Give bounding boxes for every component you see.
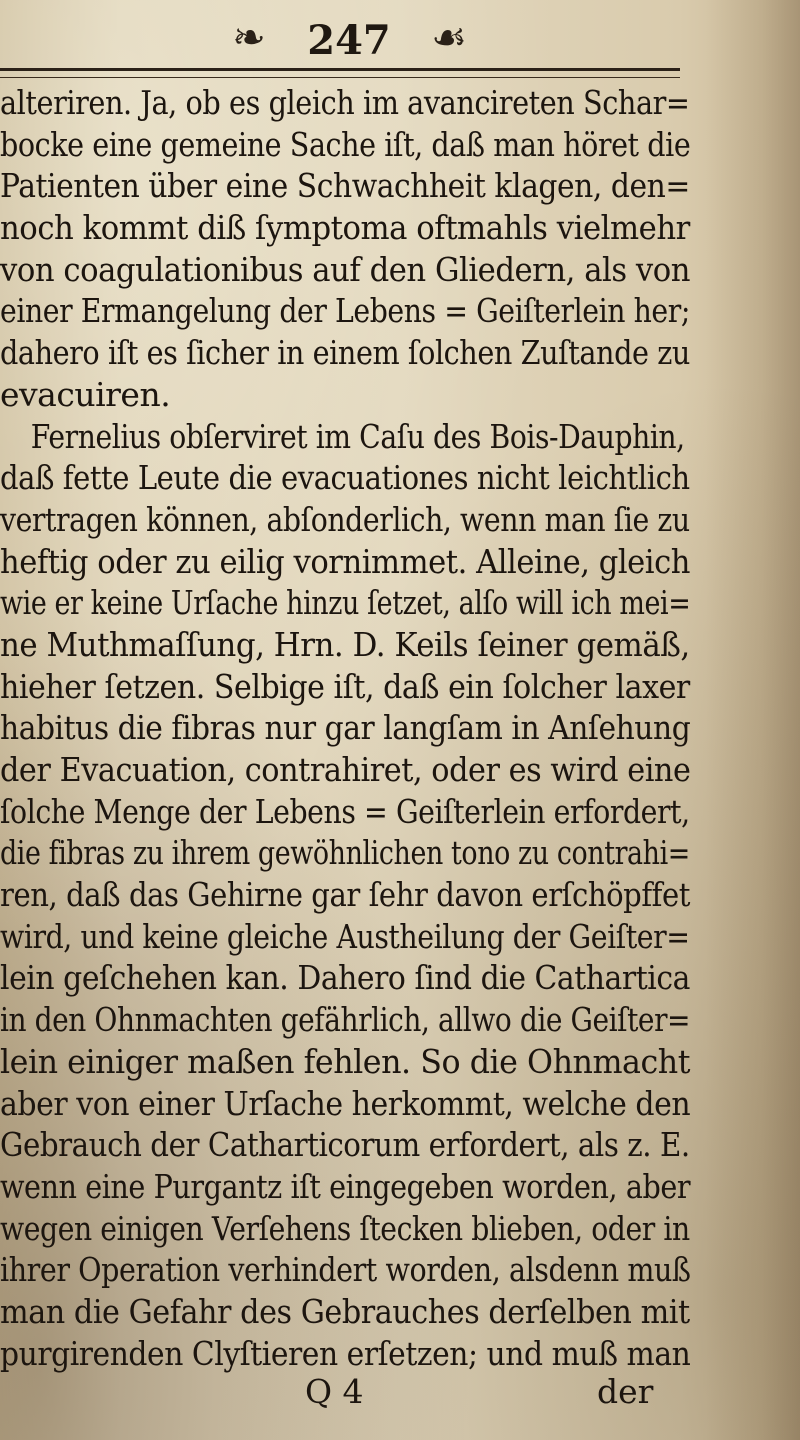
text-line: purgirenden Clyſtieren erſetzen; und muß man [0,1333,691,1373]
text-line: ren, daß das Gehirne gar ſehr davon erſchöpffet [0,875,690,915]
text-line: ne Muthmaſſung, Hrn. D. Keils ſeiner gemäß, [0,624,690,664]
text-line: habitus die fibras nur gar langſam in Anſehung [0,708,691,748]
ornament-right-icon: ☙ [431,15,467,61]
text-line: bocke eine gemeine Sache iſt, daß man höret die [0,124,691,164]
running-head [0,10,690,70]
text-line: man die Gefahr des Gebrauches derſelben mit [0,1291,690,1331]
header-rule [0,68,680,78]
text-line: wegen einigen Verſehens ſtecken blieben, oder in [0,1208,690,1248]
text-line: ihrer Operation verhindert worden, alsdenn muß [0,1250,691,1290]
text-line: die fibras zu ihrem gewöhnlichen tono zu contrahi= [0,833,690,873]
text-line: dahero iſt es ſicher in einem ſolchen Zuſtande zu [0,333,690,373]
text-line: Patienten über eine Schwachheit klagen, den= [0,166,690,206]
text-line: der Evacuation, contrahiret, oder es wird eine [0,750,691,789]
text-line: lein geſchehen kan. Dahero ſind die Cathartica [0,958,690,998]
catchword: der [597,1372,654,1411]
text-line: Gebrauch der Catharticorum erfordert, als z. E. [0,1125,690,1165]
text-line: ſolche Menge der Lebens = Geiſterlein erfordert, [0,791,690,831]
text-line: noch kommt diß ſymptoma oftmahls vielmehr [0,208,690,248]
paragraph-start-line: Fernelius obſerviret im Caſu des Bois-Dauphin, [30,416,685,456]
text-line: wenn eine Purgantz iſt eingegeben worden, aber [0,1166,691,1206]
text-line: einer Ermangelung der Lebens = Geiſterlein her; [0,291,690,331]
text-line: hieher ſetzen. Selbige iſt, daß ein ſolcher laxer [0,666,690,706]
text-line: wird, und keine gleiche Austheilung der Geiſter= [0,916,690,956]
text-line: daß fette Leute die evacuationes nicht leichtlich [0,458,690,498]
page-footer [0,1370,700,1414]
ornament-left-icon: ❧ [232,15,266,61]
text-line: lein einiger maßen fehlen. So die Ohnmacht [0,1041,690,1081]
text-line: wie er keine Urſache hinzu ſetzet, alſo will ich mei= [0,583,691,623]
page-edge-shadow [705,0,800,1440]
text-line: vertragen können, abſonderlich, wenn man ſie zu [0,499,690,539]
text-line: aber von einer Urſache herkommt, welche den [0,1083,691,1123]
text-line: von coagulationibus auf den Gliedern, als von [0,249,691,289]
text-line: evacuiren. [0,374,171,414]
text-line: in den Ohnmachten gefährlich, allwo die Geiſter= [0,1000,691,1040]
text-line: heftig oder zu eilig vornimmet. Alleine, gleich [0,541,691,581]
text-line: alteriren. Ja, ob es gleich im avancireten Schar= [0,83,690,122]
signature-mark: Q 4 [305,1372,364,1411]
page-number: 247 [307,17,391,64]
body-text [0,82,700,1374]
